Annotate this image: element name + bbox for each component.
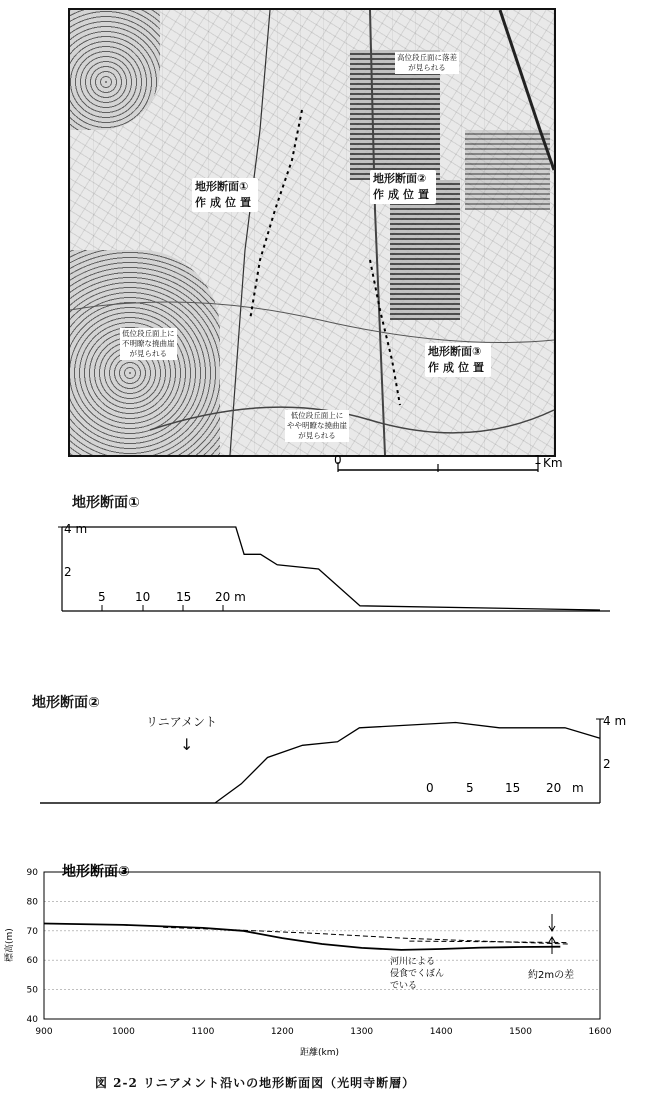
profile1-ylabel-mid: 2 [64,565,72,579]
x-tick-label: 1100 [191,1027,215,1037]
x-tick-label: 1500 [509,1027,533,1037]
scale-label-one: 1 [534,453,542,467]
profile2-title: 地形断面② [32,695,100,711]
profile1-title: 地形断面① [72,495,140,511]
profile1-chart [40,515,620,625]
x-tick-label: 900 [35,1027,53,1037]
y-tick-label: 60 [26,956,38,967]
map-lines [70,10,554,455]
figure-caption: 図 2-2 リニアメント沿いの地形断面図（光明寺断層） [95,1076,416,1090]
scale-label-unit: Km [543,456,563,470]
erosion-annotation-line2: 侵食でくぼん [390,969,445,979]
diff-annotation: 約2mの差 [528,970,575,981]
x-tick-label: 1300 [350,1027,374,1037]
profile3-grid [44,872,600,1019]
x-tick-label: 1000 [111,1027,135,1037]
profile2-xlabel-20: 20 [546,781,562,795]
lineament-label: リニアメント [146,715,218,729]
scale-label-zero: 0 [334,453,342,467]
diff-arrows [549,914,555,954]
profile3-ylabel: 標高(m) [5,928,15,962]
x-tick-label: 1600 [588,1027,612,1037]
lineament-arrow-icon: ↓ [180,735,194,754]
profile1-ylabel-top: 4 m [64,522,88,536]
map-label-section2: 地形断面② 作成位置 [370,170,436,204]
profile2-xlabel-15: 15 [505,781,521,795]
profile3-series [44,924,568,950]
profile1-xlabel-10: 10 [135,590,151,604]
profile3-terrain-line [44,924,560,950]
profile3-chart [0,850,620,1060]
profile1-xlabel-20: 20 m [215,590,246,604]
profile3-dashed-line [409,941,568,943]
map-label-section3: 地形断面③ 作成位置 [425,343,491,377]
map-label-section1: 地形断面① 作成位置 [192,178,258,212]
erosion-annotation-line3: でいる [390,981,418,991]
map-note-top-right: 高位段丘面に落差 が見られる [397,53,457,72]
y-tick-label: 80 [26,897,38,908]
profile1-xlabel-15: 15 [176,590,192,604]
lineament-trace-1 [250,110,302,320]
profile3-y-ticks [27,868,39,1025]
x-tick-label: 1400 [429,1027,453,1037]
profile2-xlabel-m: m [572,781,584,795]
profile2-chart [40,705,627,815]
profile3-title: 地形断面③ [62,864,130,880]
topographic-map [68,8,556,457]
x-tick-label: 1200 [270,1027,294,1037]
profile3-x-ticks [35,1027,611,1037]
map-note-bottom: 低位段丘面上に やや明瞭な撓曲崖 が見られる [287,411,347,440]
profile2-xlabel-5: 5 [466,781,474,795]
profile2-xlabel-0: 0 [426,781,434,795]
y-tick-label: 50 [26,985,38,996]
map-scale-bar [320,452,563,482]
map-note-left: 低位段丘面上に 不明瞭な撓曲崖 が見られる [122,329,175,358]
profile2-ylabel-mid: 2 [603,757,611,771]
profile3-xlabel: 距離(km) [300,1048,340,1058]
y-tick-label: 70 [26,926,38,937]
profile2-ylabel-top: 4 m [603,714,627,728]
y-tick-label: 40 [26,1015,38,1025]
y-tick-label: 90 [26,868,38,878]
profile1-xlabel-5: 5 [98,590,106,604]
erosion-annotation-line1: 河川による [390,957,436,967]
